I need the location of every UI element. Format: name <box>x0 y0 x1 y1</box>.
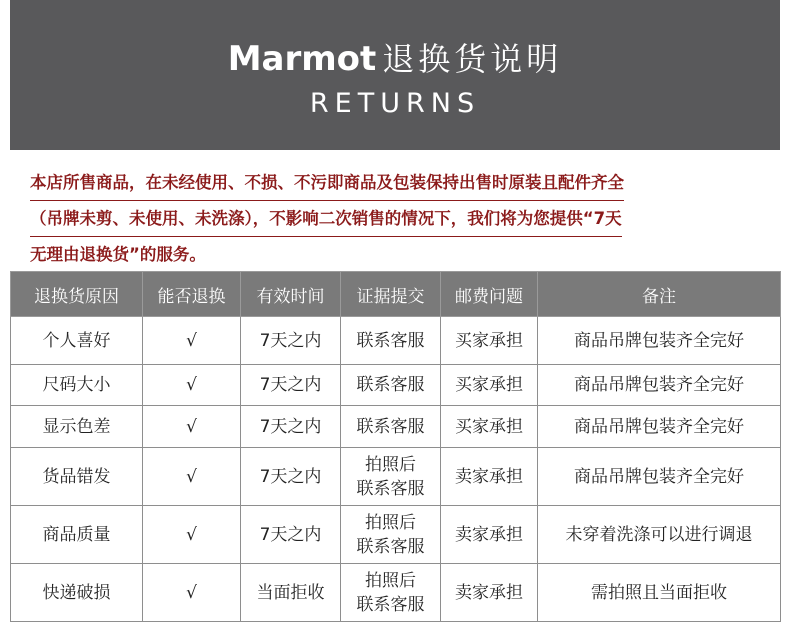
cell-text: 联系客服 <box>356 594 425 615</box>
table-row <box>11 564 781 622</box>
header-remarks: 备注 <box>538 272 781 317</box>
reason-cell <box>11 448 143 506</box>
cell-text: 拍照后 <box>365 570 416 591</box>
cell-text: 快递破损 <box>42 582 111 603</box>
reason-cell <box>11 564 143 622</box>
valid-time-cell <box>241 406 341 448</box>
cell-text: 尺码大小 <box>42 375 111 395</box>
evidence-cell <box>341 365 441 406</box>
returnable-cell <box>143 365 241 406</box>
cell-text: 7天之内 <box>259 466 322 487</box>
table-row <box>11 406 781 448</box>
evidence-cell <box>341 564 441 622</box>
returns-notice <box>30 165 765 273</box>
notice-line: （吊牌未剪、未使用、未洗涤），不影响二次销售的情况下，我们将为您提供“7天 <box>30 201 622 237</box>
cell-text: √ <box>186 416 197 437</box>
cell-text: 联系客服 <box>356 536 425 557</box>
returnable-cell <box>143 506 241 564</box>
valid-time-cell <box>241 564 341 622</box>
cell-text: 联系客服 <box>356 478 425 499</box>
cell-text: 7天之内 <box>259 416 322 437</box>
cell-text: 买家承担 <box>455 330 523 351</box>
evidence-cell <box>341 506 441 564</box>
cell-text: 7天之内 <box>259 330 322 351</box>
cell-text: 买家承担 <box>455 375 523 395</box>
evidence-cell <box>341 448 441 506</box>
banner-subtitle: RETURNS <box>309 88 481 119</box>
reason-cell <box>11 365 143 406</box>
cell-text: 商品吊牌包装齐全完好 <box>574 375 744 395</box>
cell-text: 显示色差 <box>42 416 111 437</box>
table-row <box>11 317 781 365</box>
header-returnable: 能否退换 <box>143 272 241 317</box>
cell-text: 联系客服 <box>356 330 425 351</box>
cell-text: 商品吊牌包装齐全完好 <box>574 330 744 351</box>
header-valid-time: 有效时间 <box>241 272 341 317</box>
evidence-cell <box>341 317 441 365</box>
valid-time-cell <box>241 317 341 365</box>
table-row <box>11 365 781 406</box>
remarks-cell <box>538 365 781 406</box>
table-header-row <box>11 272 781 317</box>
cell-text: √ <box>186 582 197 603</box>
table-row <box>11 506 781 564</box>
cell-text: 个人喜好 <box>42 330 111 351</box>
shipping-fee-cell <box>441 317 538 365</box>
returnable-cell <box>143 448 241 506</box>
cell-text: 货品错发 <box>42 466 111 487</box>
cell-text: 卖家承担 <box>455 582 523 603</box>
cell-text: 卖家承担 <box>455 524 523 545</box>
header-evidence: 证据提交 <box>341 272 441 317</box>
shipping-fee-cell <box>441 564 538 622</box>
cell-text: 7天之内 <box>259 375 322 395</box>
cell-text: 商品吊牌包装齐全完好 <box>574 416 744 437</box>
cell-text: 拍照后 <box>365 512 416 533</box>
remarks-cell <box>538 317 781 365</box>
cell-text: √ <box>186 330 197 351</box>
cell-text: √ <box>186 375 197 395</box>
banner-title <box>10 34 780 80</box>
shipping-fee-cell <box>441 406 538 448</box>
shipping-fee-cell <box>441 506 538 564</box>
cell-text: 联系客服 <box>356 416 425 437</box>
cell-text: √ <box>186 524 197 545</box>
cell-text: 拍照后 <box>365 454 416 475</box>
reason-cell <box>11 406 143 448</box>
reason-cell <box>11 506 143 564</box>
cell-text: 需拍照且当面拒收 <box>591 582 727 603</box>
header-shipping-fee: 邮费问题 <box>441 272 538 317</box>
cell-text: 商品质量 <box>42 524 111 545</box>
cell-text: 卖家承担 <box>455 466 523 487</box>
returnable-cell <box>143 564 241 622</box>
cell-text: √ <box>186 466 197 487</box>
cell-text: 商品吊牌包装齐全完好 <box>574 466 744 487</box>
brand-logo: Marmot <box>227 39 377 79</box>
valid-time-cell <box>241 365 341 406</box>
banner-title-text: 退换货说明 <box>382 40 563 78</box>
table-row <box>11 448 781 506</box>
cell-text: 买家承担 <box>455 416 523 437</box>
cell-text: 7天之内 <box>259 524 322 545</box>
reason-cell <box>11 317 143 365</box>
returns-banner <box>10 0 780 150</box>
valid-time-cell <box>241 448 341 506</box>
header-reason: 退换货原因 <box>11 272 143 317</box>
remarks-cell <box>538 564 781 622</box>
notice-line: 本店所售商品，在未经使用、不损、不污即商品及包装保持出售时原装且配件齐全 <box>30 165 624 201</box>
returns-table <box>10 271 781 622</box>
valid-time-cell <box>241 506 341 564</box>
remarks-cell <box>538 406 781 448</box>
cell-text: 当面拒收 <box>256 582 325 603</box>
shipping-fee-cell <box>441 448 538 506</box>
shipping-fee-cell <box>441 365 538 406</box>
cell-text: 联系客服 <box>356 375 425 395</box>
returnable-cell <box>143 317 241 365</box>
cell-text: 未穿着洗涤可以进行调退 <box>565 524 753 545</box>
notice-line: 无理由退换货”的服务。 <box>30 237 206 273</box>
evidence-cell <box>341 406 441 448</box>
remarks-cell <box>538 448 781 506</box>
remarks-cell <box>538 506 781 564</box>
returnable-cell <box>143 406 241 448</box>
